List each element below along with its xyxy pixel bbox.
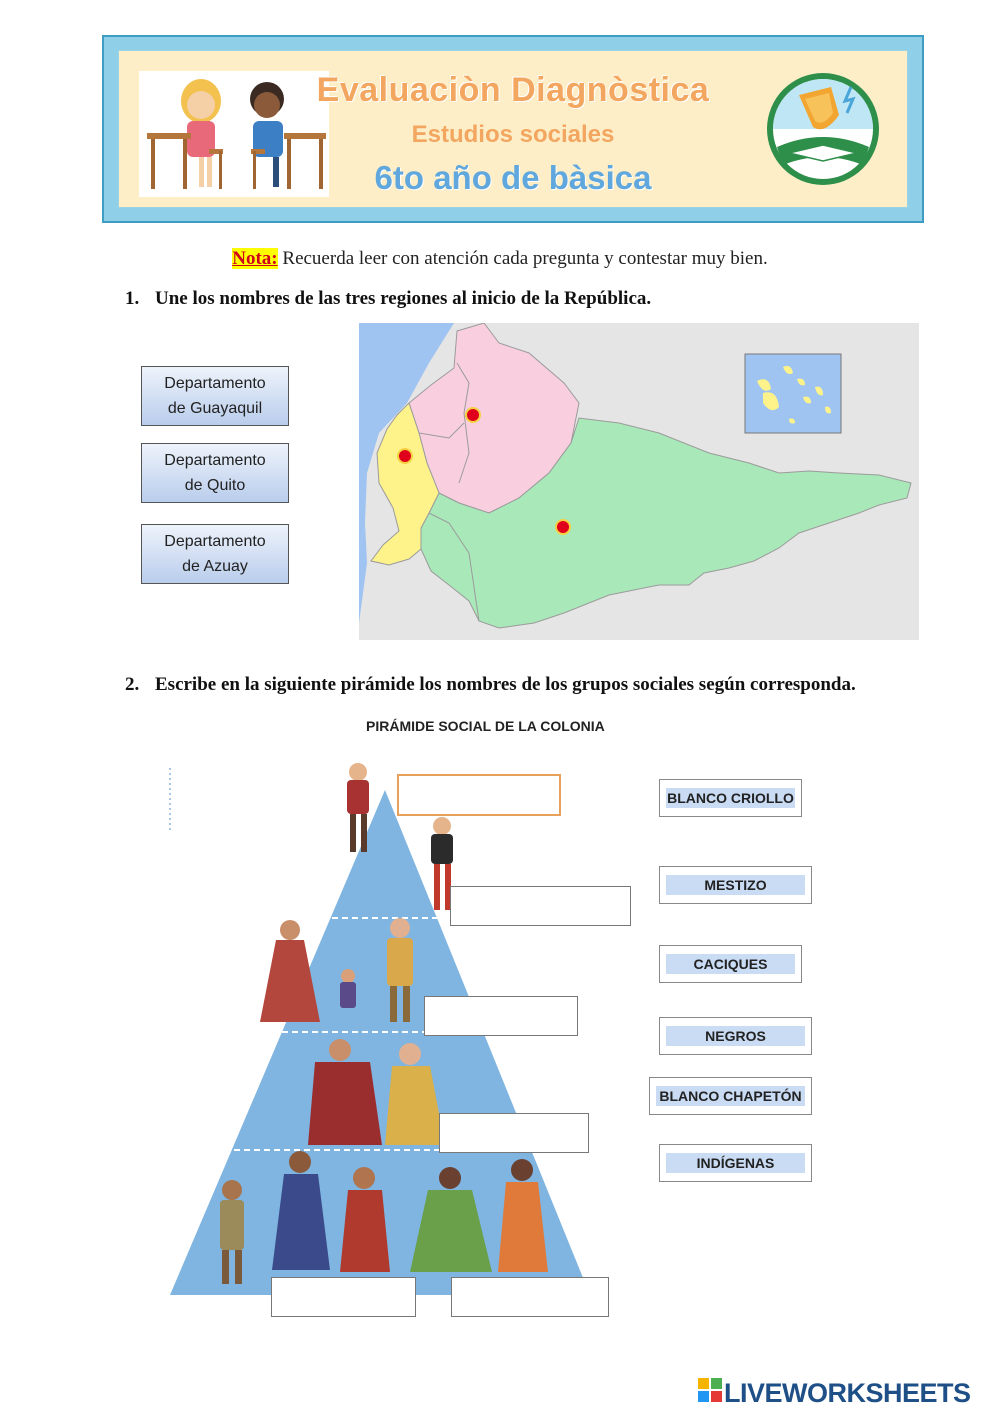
- question-2-text: Escribe en la siguiente pirámide los nombres de los grupos sociales según corresponda.: [155, 674, 856, 695]
- pyramid-answer-box-2[interactable]: [450, 886, 631, 926]
- pyramid-answer-box-5[interactable]: [271, 1277, 416, 1317]
- quito-marker: [466, 408, 480, 422]
- question-1: [125, 288, 651, 310]
- question-1-text: Une los nombres de las tres regiones al inicio de la República.: [155, 288, 652, 309]
- question-2-number: 2.: [125, 674, 140, 695]
- social-pyramid: [160, 750, 660, 1310]
- question-2: [125, 674, 856, 696]
- department-azuay-card[interactable]: [141, 524, 289, 584]
- chapeton-figure: [347, 763, 369, 852]
- note-text: Recuerda leer con atención cada pregunta y contestar muy bien.: [277, 248, 768, 269]
- department-azuay-line2: de Azuay: [182, 558, 248, 575]
- department-guayaquil-card[interactable]: [141, 366, 289, 426]
- note-line: [0, 248, 1000, 270]
- question-1-number: 1.: [125, 288, 140, 309]
- header-banner: [102, 35, 924, 223]
- option-caciques[interactable]: CACIQUES: [659, 945, 802, 983]
- department-guayaquil-line2: de Guayaquil: [167, 400, 263, 417]
- department-quito-line2: de Quito: [184, 477, 246, 494]
- note-label: Nota:: [232, 248, 278, 269]
- liveworksheets-brand: LIVEWORKSHEETS: [724, 1378, 971, 1408]
- option-indigenas[interactable]: INDÍGENAS: [659, 1144, 812, 1182]
- grade-title: 6to año de bàsica: [374, 159, 652, 196]
- option-blanco-criollo[interactable]: BLANCO CRIOLLO: [659, 779, 802, 817]
- pyramid-answer-box-1[interactable]: [397, 774, 561, 816]
- option-negros[interactable]: NEGROS: [659, 1017, 812, 1055]
- azuay-marker: [556, 520, 570, 534]
- pyramid-answer-box-6[interactable]: [451, 1277, 609, 1317]
- pyramid-answer-box-3[interactable]: [424, 996, 578, 1036]
- header-banner-inner: [118, 50, 908, 208]
- department-quito-card[interactable]: [141, 443, 289, 503]
- department-azuay-line1: Departamento: [164, 533, 266, 550]
- pyramid-answer-box-4[interactable]: [439, 1113, 589, 1153]
- option-blanco-chapeton[interactable]: BLANCO CHAPETÓN: [649, 1077, 812, 1115]
- subject-title: Estudios sociales: [411, 121, 615, 148]
- school-emblem-icon: [759, 69, 889, 189]
- liveworksheets-logo-icon: [698, 1378, 722, 1402]
- department-quito-line1: Departamento: [164, 452, 266, 469]
- guayaquil-marker: [398, 449, 412, 463]
- department-guayaquil-line1: Departamento: [164, 375, 266, 392]
- pyramid-title: PIRÁMIDE SOCIAL DE LA COLONIA: [366, 718, 605, 734]
- ecuador-regions-map: [359, 323, 919, 640]
- evaluation-title: Evaluaciòn Diagnòstica: [316, 71, 710, 109]
- option-mestizo[interactable]: MESTIZO: [659, 866, 812, 904]
